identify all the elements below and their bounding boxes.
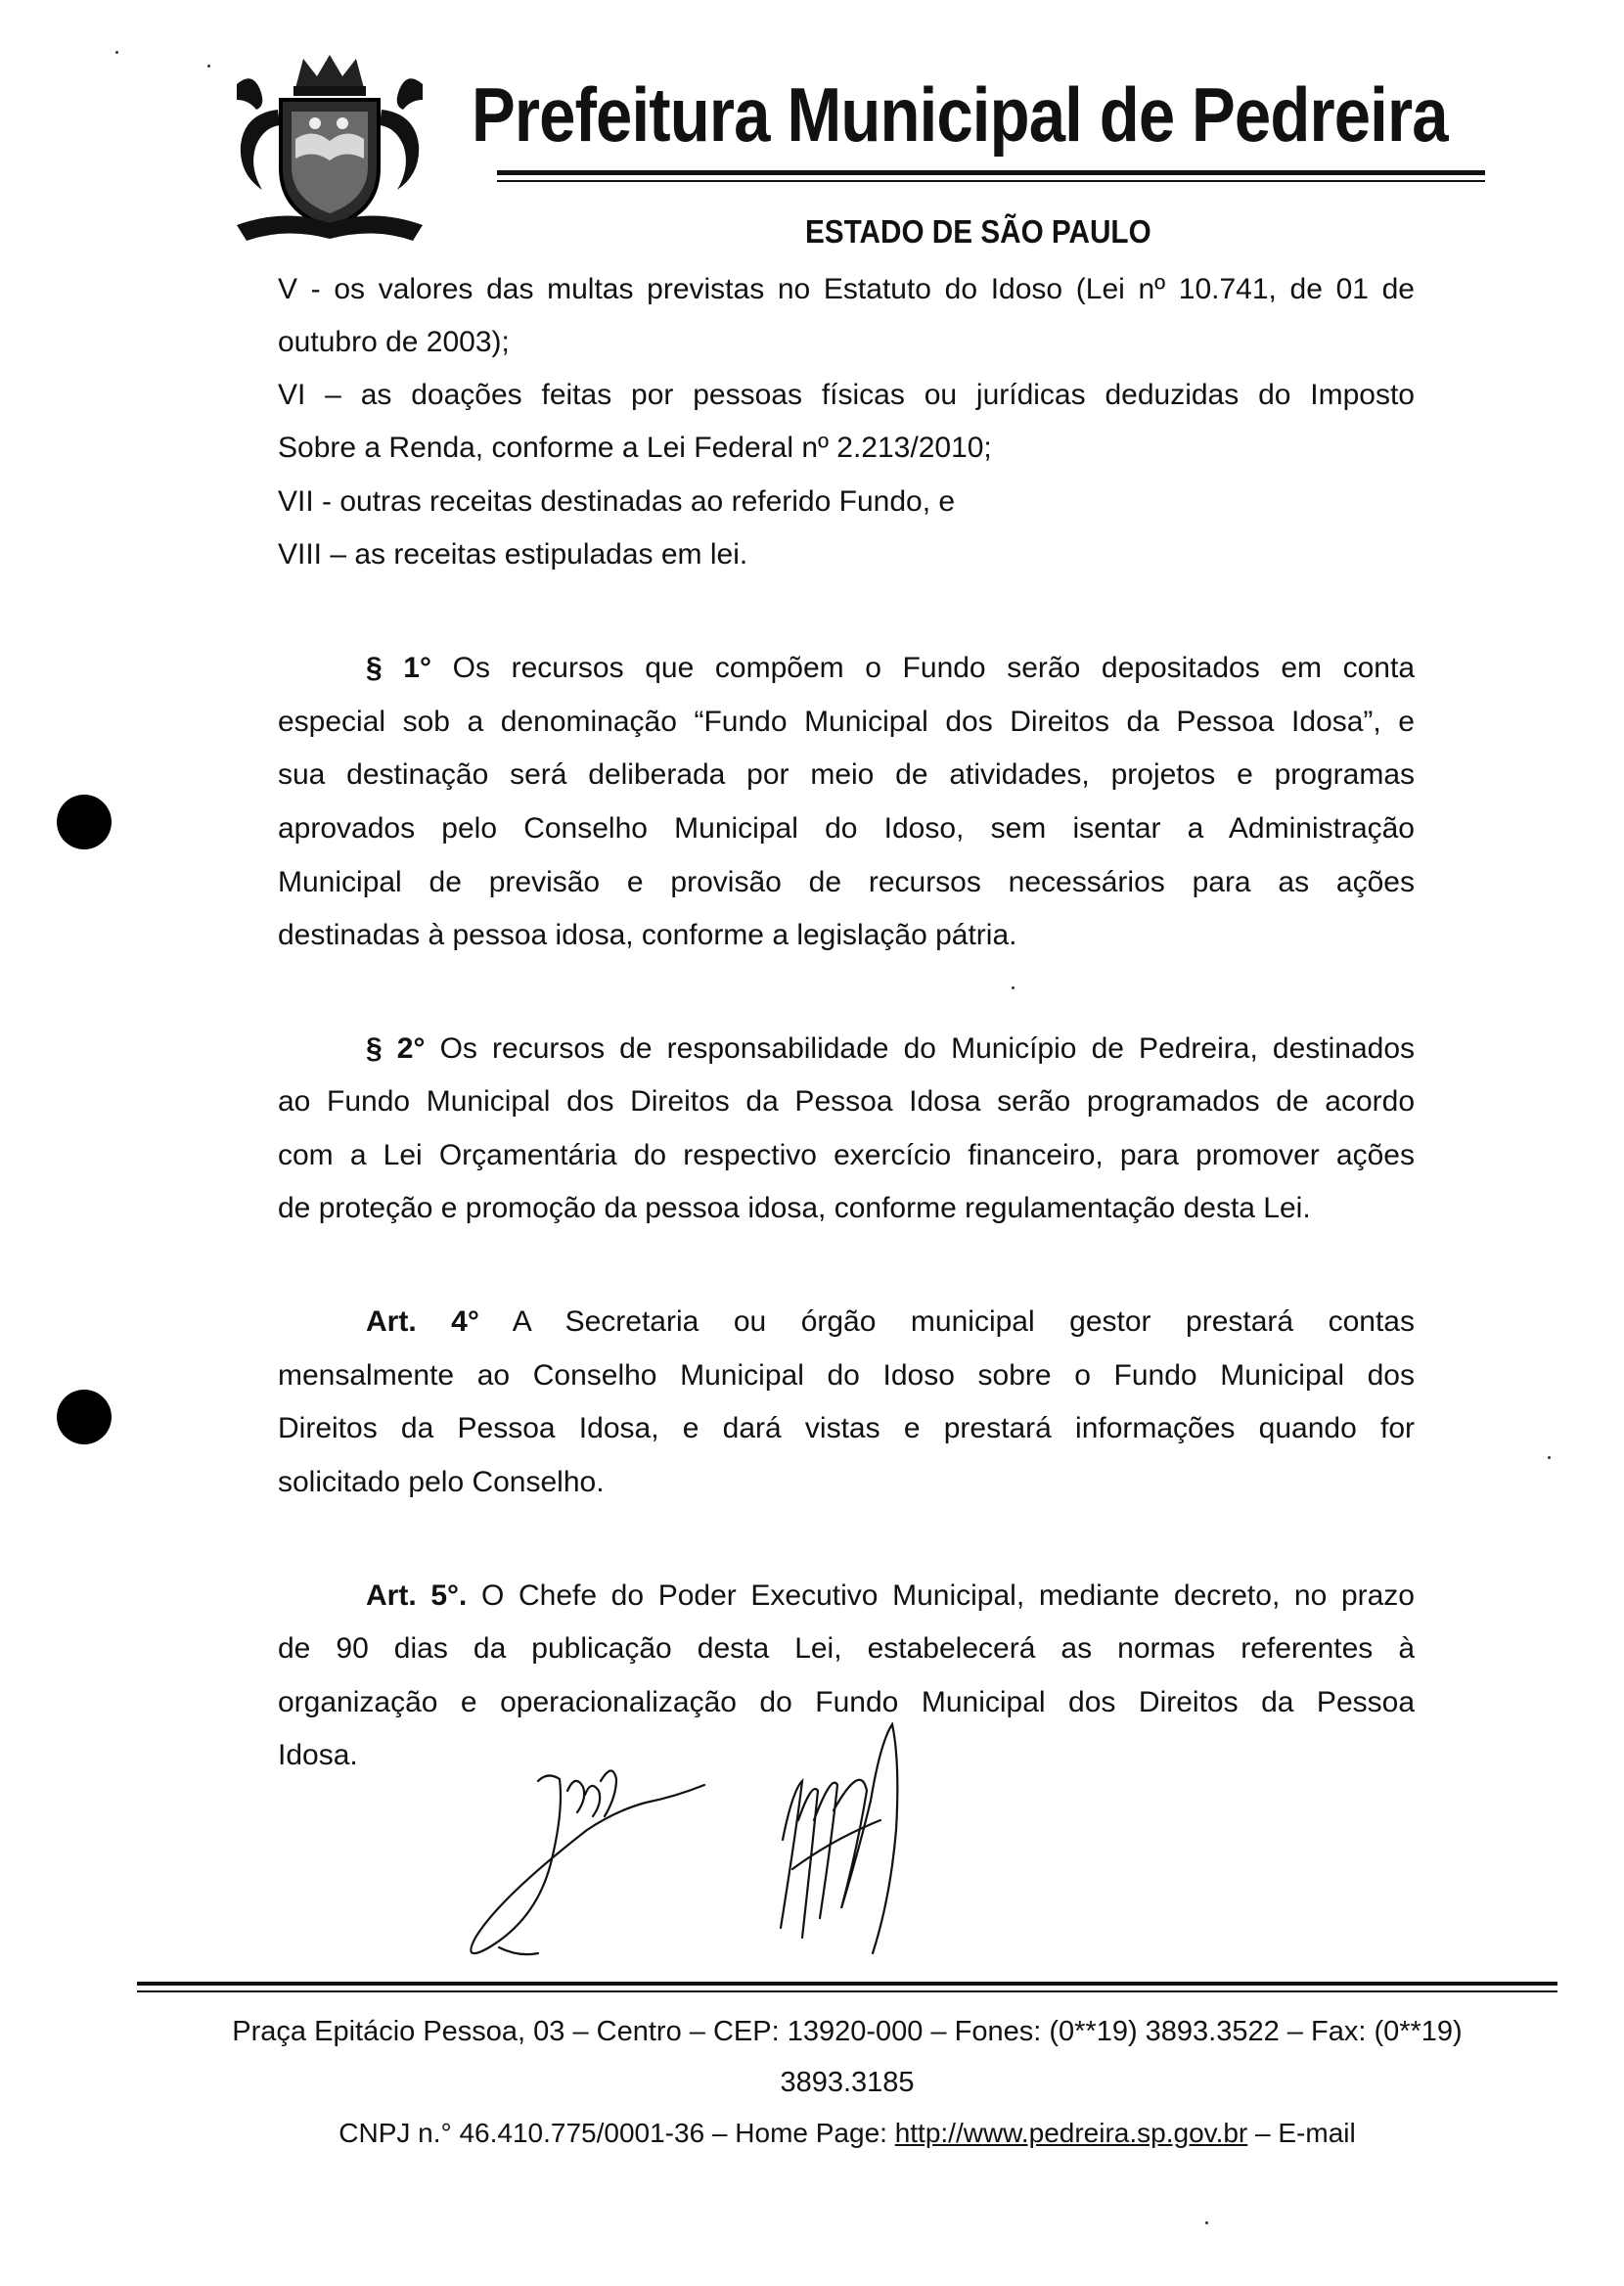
paragraph-2-line: com a Lei Orçamentária do respectivo exercício financeiro, para promover ações <box>278 1139 1415 1171</box>
footer-divider <box>137 1982 1557 1986</box>
paragraph-1-text: Os recursos que compõem o Fundo serão depositados em conta <box>452 652 1415 684</box>
scan-speck <box>207 65 210 68</box>
article-4-marker: Art. 4° <box>366 1305 479 1338</box>
list-item-vi: VI – as doações feitas por pessoas físicas ou jurídicas deduzidas do Imposto <box>278 379 1415 411</box>
scan-speck <box>1548 1456 1551 1459</box>
article-4-text: A Secretaria ou órgão municipal gestor prestará contas <box>512 1305 1415 1338</box>
paragraph-1-line: Municipal de previsão e provisão de recursos necessários para as ações <box>278 866 1415 898</box>
homepage-link[interactable]: http://www.pedreira.sp.gov.br <box>894 2118 1248 2148</box>
organization-title: Prefeitura Municipal de Pedreira <box>472 71 1448 158</box>
punch-hole <box>57 1390 112 1444</box>
paragraph-2-text: Os recursos de responsabilidade do Município de Pedreira, destinados <box>439 1032 1415 1065</box>
article-4-line: mensalmente ao Conselho Municipal do Idoso sobre o Fundo Municipal dos <box>278 1359 1415 1392</box>
municipal-coat-of-arms-icon <box>227 51 432 247</box>
paragraph-2-marker: § 2° <box>366 1032 426 1065</box>
paragraph-2-line: ao Fundo Municipal dos Direitos da Pessoa Idosa serão programados de acordo <box>278 1085 1415 1118</box>
paragraph-1-line: especial sob a denominação “Fundo Municipal dos Direitos da Pessoa Idosa”, e <box>278 706 1415 738</box>
footer-email-label: – E-mail <box>1255 2118 1356 2148</box>
list-item-v: V - os valores das multas previstas no Estatuto do Idoso (Lei nº 10.741, de 01 de <box>278 273 1415 305</box>
paragraph-1-first-line <box>366 651 1415 686</box>
list-item-vii: VII - outras receitas destinadas ao referido Fundo, e <box>278 485 956 518</box>
paragraph-2-line: de proteção e promoção da pessoa idosa, conforme regulamentação desta Lei. <box>278 1192 1311 1224</box>
scan-speck <box>1205 2221 1208 2224</box>
signature-1 <box>471 1775 704 1953</box>
footer-address: Praça Epitácio Pessoa, 03 – Centro – CEP: 13920-000 – Fones: (0**19) 3893.3522 – Fax: (0**19) <box>232 2016 1463 2047</box>
paragraph-2-first-line <box>366 1031 1415 1067</box>
paragraph-1-marker: § 1° <box>366 652 431 684</box>
list-item-viii: VIII – as receitas estipuladas em lei. <box>278 538 748 571</box>
article-4-first-line <box>366 1304 1415 1340</box>
footer-contact <box>137 2118 1557 2149</box>
footer-divider-thin <box>137 1990 1557 1992</box>
article-5-line: de 90 dias da publicação desta Lei, estabelecerá as normas referentes à <box>278 1632 1415 1665</box>
footer-cnpj: CNPJ n.° 46.410.775/0001-36 – Home Page: <box>338 2118 887 2148</box>
footer-fax-number: 3893.3185 <box>780 2067 915 2098</box>
paragraph-1-line: aprovados pelo Conselho Municipal do Idoso, sem isentar a Administração <box>278 812 1415 845</box>
article-5-line: Idosa. <box>278 1739 358 1771</box>
article-4-line: Direitos da Pessoa Idosa, e dará vistas e prestará informações quando for <box>278 1412 1415 1444</box>
list-item-vi-cont: Sobre a Renda, conforme a Lei Federal nº 2.213/2010; <box>278 432 992 464</box>
paragraph-1-line: destinadas à pessoa idosa, conforme a legislação pátria. <box>278 919 1017 951</box>
article-5-text: O Chefe do Poder Executivo Municipal, mediante decreto, no prazo <box>481 1579 1415 1612</box>
title-divider-thin <box>497 180 1485 182</box>
article-5-marker: Art. 5°. <box>366 1579 468 1612</box>
article-4-line: solicitado pelo Conselho. <box>278 1466 605 1498</box>
scan-speck <box>115 51 118 54</box>
handwritten-signatures <box>470 1722 978 1977</box>
state-name: ESTADO DE SÃO PAULO <box>805 213 1151 250</box>
title-divider <box>497 170 1485 175</box>
article-5-first-line <box>366 1578 1415 1614</box>
article-5-line: organização e operacionalização do Fundo Municipal dos Direitos da Pessoa <box>278 1686 1415 1718</box>
paragraph-1-line: sua destinação será deliberada por meio de atividades, projetos e programas <box>278 758 1415 791</box>
scan-speck <box>1012 986 1015 989</box>
punch-hole <box>57 795 112 849</box>
list-item-v-cont: outubro de 2003); <box>278 326 510 358</box>
